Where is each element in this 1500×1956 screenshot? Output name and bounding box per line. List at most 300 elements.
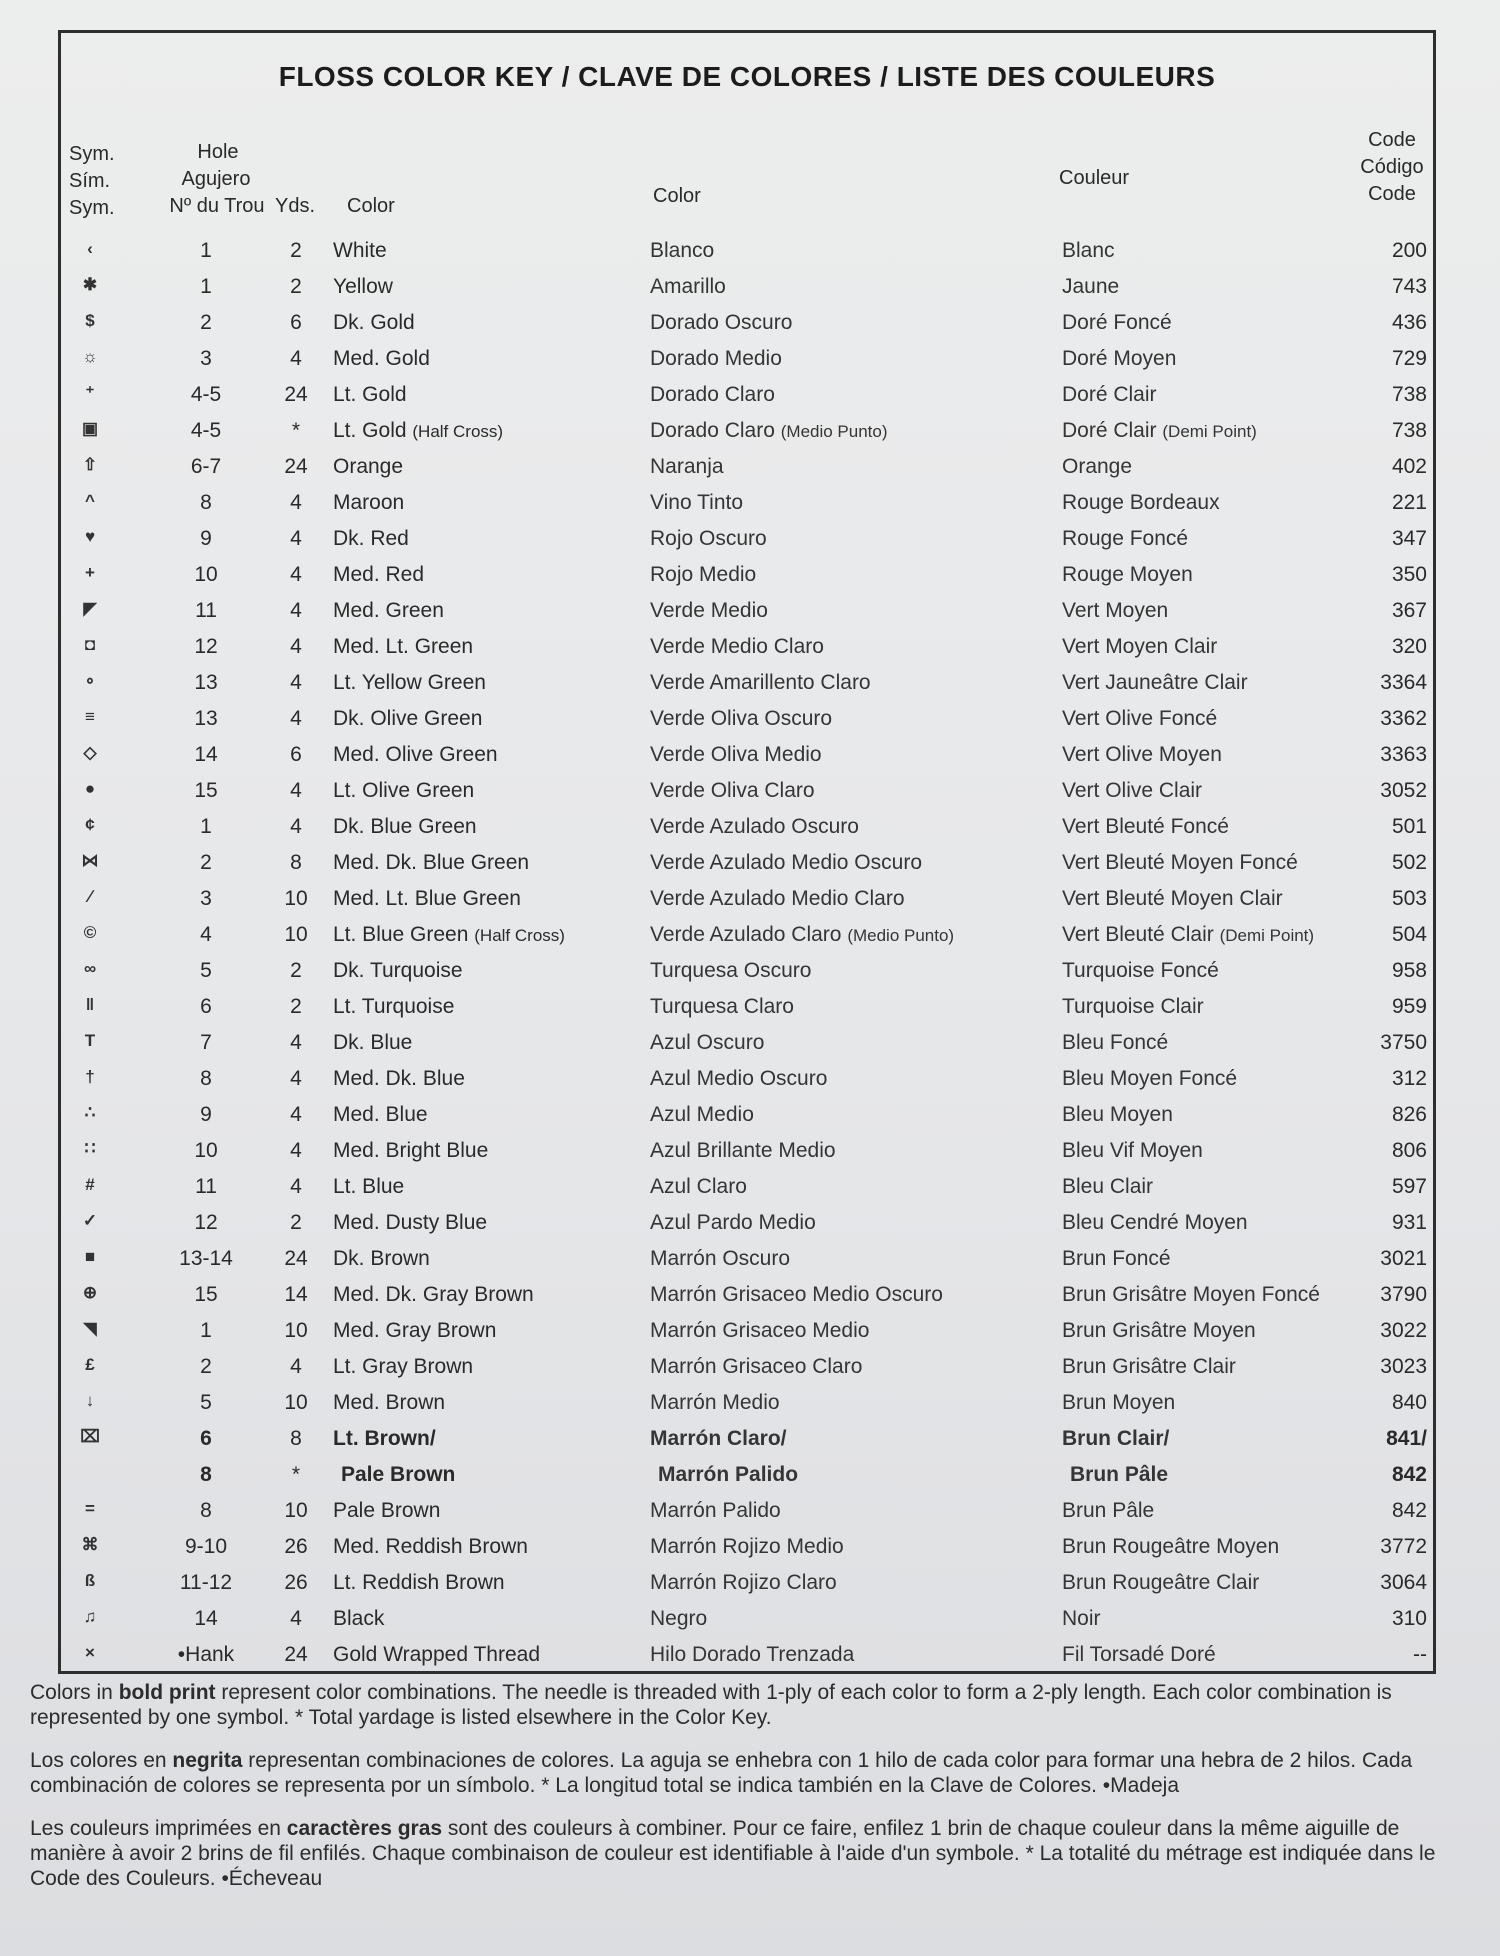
code-cell-text: 738 bbox=[1391, 419, 1427, 442]
symbol-cell bbox=[65, 1499, 115, 1519]
color-french-cell bbox=[1062, 419, 1257, 443]
hole-cell bbox=[151, 1139, 261, 1163]
color-english-cell bbox=[333, 563, 424, 587]
code-cell bbox=[1351, 995, 1427, 1019]
code-cell bbox=[1351, 923, 1427, 947]
color-spanish-cell bbox=[650, 1571, 837, 1595]
table-header bbox=[61, 123, 1433, 243]
color-french-cell bbox=[1062, 1103, 1173, 1127]
symbol-cell-text: ∴ bbox=[84, 1103, 96, 1122]
color-french-cell-text: Bleu Moyen Foncé bbox=[1062, 1067, 1238, 1090]
code-cell bbox=[1351, 1283, 1427, 1307]
color-french-cell-text: Orange bbox=[1062, 455, 1133, 478]
hole-cell bbox=[151, 311, 261, 335]
hole-cell bbox=[151, 959, 261, 983]
hole-cell-text: 8 bbox=[200, 1463, 212, 1486]
color-english-cell-text: Lt. Gold bbox=[333, 419, 407, 442]
color-french-cell-text: Bleu Cendré Moyen bbox=[1062, 1211, 1248, 1234]
hole-cell bbox=[151, 707, 261, 731]
color-spanish-cell-note: (Medio Punto) bbox=[847, 926, 955, 945]
table-row bbox=[61, 1277, 1433, 1313]
hole-cell-text: 13 bbox=[194, 671, 218, 694]
hole-cell bbox=[151, 1355, 261, 1379]
symbol-cell bbox=[65, 851, 115, 871]
color-french-cell bbox=[1062, 743, 1222, 767]
color-english-cell-text: Lt. Reddish Brown bbox=[333, 1571, 505, 1594]
color-english-cell-text: Orange bbox=[333, 455, 404, 478]
color-spanish-cell-text: Marrón Grisaceo Medio bbox=[650, 1319, 870, 1342]
table-row bbox=[61, 305, 1433, 341]
color-spanish-cell-text: Hilo Dorado Trenzada bbox=[650, 1643, 855, 1666]
hole-cell-text: 5 bbox=[200, 1391, 212, 1414]
yards-cell bbox=[261, 1067, 331, 1091]
code-cell bbox=[1351, 671, 1427, 695]
color-french-cell-text: Vert Moyen Clair bbox=[1062, 635, 1218, 658]
color-french-cell-text: Rouge Foncé bbox=[1062, 527, 1189, 550]
symbol-cell bbox=[65, 1535, 115, 1555]
yards-cell bbox=[261, 1283, 331, 1307]
color-french-cell-text: Brun Grisâtre Clair bbox=[1062, 1355, 1236, 1378]
hole-cell-text: 4 bbox=[200, 923, 212, 946]
code-cell-text: -- bbox=[1413, 1643, 1427, 1666]
hole-cell bbox=[151, 383, 261, 407]
symbol-cell bbox=[65, 1067, 115, 1087]
table-row bbox=[61, 1061, 1433, 1097]
color-french-cell-text: Bleu Clair bbox=[1062, 1175, 1154, 1198]
yards-cell bbox=[261, 1031, 331, 1055]
color-spanish-cell-note: (Medio Punto) bbox=[780, 422, 888, 441]
color-french-cell-text: Doré Clair bbox=[1062, 383, 1157, 406]
color-spanish-cell-text: Azul Medio Oscuro bbox=[650, 1067, 828, 1090]
code-cell bbox=[1351, 563, 1427, 587]
color-english-cell bbox=[333, 1535, 528, 1559]
hole-cell-text: 6 bbox=[200, 995, 212, 1018]
color-french-cell bbox=[1062, 275, 1119, 299]
color-english-cell bbox=[333, 275, 393, 299]
color-french-cell bbox=[1062, 347, 1176, 371]
hole-cell-text: 3 bbox=[200, 347, 212, 370]
symbol-cell-text: ‹ bbox=[87, 239, 93, 258]
color-spanish-cell bbox=[650, 1535, 844, 1559]
color-english-cell bbox=[333, 707, 482, 731]
code-cell bbox=[1351, 707, 1427, 731]
color-english-cell bbox=[333, 419, 503, 443]
color-french-cell bbox=[1062, 851, 1298, 875]
yards-cell-text: * bbox=[291, 1463, 301, 1486]
color-spanish-cell bbox=[650, 1247, 790, 1271]
color-english-cell bbox=[333, 1211, 487, 1235]
color-french-cell-note: (Demi Point) bbox=[1162, 422, 1257, 441]
color-spanish-cell-text: Dorado Medio bbox=[650, 347, 782, 370]
code-cell-text: 729 bbox=[1391, 347, 1427, 370]
table-row bbox=[61, 1241, 1433, 1277]
color-english-cell-text: Yellow bbox=[333, 275, 393, 298]
hole-cell-text: 9-10 bbox=[184, 1535, 228, 1558]
color-spanish-cell bbox=[650, 1175, 747, 1199]
table-row bbox=[61, 1313, 1433, 1349]
table-row bbox=[61, 341, 1433, 377]
color-french-cell-text: Vert Moyen bbox=[1062, 599, 1169, 622]
symbol-cell bbox=[65, 1103, 115, 1123]
color-english-cell bbox=[333, 1175, 404, 1199]
color-spanish-cell-text: Marrón Palido bbox=[650, 1499, 781, 1522]
color-english-cell-text: Med. Gray Brown bbox=[333, 1319, 497, 1342]
symbol-cell bbox=[65, 1031, 115, 1051]
color-english-cell bbox=[333, 347, 430, 371]
table-row bbox=[61, 1349, 1433, 1385]
yards-cell bbox=[261, 707, 331, 731]
color-english-cell-text: Med. Red bbox=[333, 563, 425, 586]
page-title: FLOSS COLOR KEY / CLAVE DE COLORES / LISTE DES COULEURS bbox=[278, 61, 1216, 92]
color-spanish-cell-text: Negro bbox=[650, 1607, 708, 1630]
color-spanish-cell bbox=[650, 1283, 943, 1307]
color-english-cell bbox=[333, 1139, 488, 1163]
symbol-cell-text: ∞ bbox=[83, 959, 97, 978]
color-french-cell bbox=[1062, 815, 1229, 839]
header-hole-es: Agujero bbox=[181, 168, 251, 190]
code-cell bbox=[1351, 311, 1427, 335]
table-row bbox=[61, 809, 1433, 845]
code-cell bbox=[1351, 1571, 1427, 1595]
symbol-cell bbox=[65, 239, 115, 259]
color-spanish-cell-text: Verde Azulado Claro bbox=[650, 923, 842, 946]
symbol-cell-text: + bbox=[85, 563, 95, 582]
hole-cell bbox=[151, 599, 261, 623]
hole-cell bbox=[151, 1643, 261, 1667]
yards-cell bbox=[261, 599, 331, 623]
yards-cell-text: 26 bbox=[284, 1535, 308, 1558]
yards-cell-text: 24 bbox=[284, 455, 308, 478]
table-row bbox=[61, 881, 1433, 917]
code-cell bbox=[1351, 1463, 1427, 1487]
color-english-cell bbox=[341, 1463, 455, 1487]
hole-cell bbox=[151, 1391, 261, 1415]
color-french-cell bbox=[1062, 1319, 1256, 1343]
color-spanish-cell-text: Verde Oliva Claro bbox=[650, 779, 815, 802]
code-cell bbox=[1351, 419, 1427, 443]
yards-cell-text: 4 bbox=[290, 1031, 302, 1054]
header-color-en: Color bbox=[347, 195, 395, 217]
hole-cell bbox=[151, 1319, 261, 1343]
color-french-cell bbox=[1062, 491, 1220, 515]
code-cell-text: 350 bbox=[1391, 563, 1427, 586]
code-cell-text: 3064 bbox=[1380, 1571, 1427, 1594]
color-spanish-cell-text: Verde Medio Claro bbox=[650, 635, 824, 658]
symbol-cell-text: ✱ bbox=[82, 275, 98, 294]
yards-cell-text: 4 bbox=[290, 1067, 302, 1090]
symbol-cell bbox=[65, 923, 115, 943]
symbol-cell bbox=[65, 491, 115, 511]
symbol-cell bbox=[65, 815, 115, 835]
yards-cell-text: 2 bbox=[290, 959, 302, 982]
symbol-cell bbox=[65, 1355, 115, 1375]
yards-cell bbox=[261, 887, 331, 911]
hole-cell bbox=[151, 1535, 261, 1559]
color-english-cell bbox=[333, 1355, 473, 1379]
code-cell bbox=[1351, 1535, 1427, 1559]
hole-cell-text: •Hank bbox=[177, 1643, 235, 1666]
symbol-cell-text: ⋈ bbox=[81, 851, 99, 870]
yards-cell bbox=[261, 995, 331, 1019]
hole-cell bbox=[151, 1499, 261, 1523]
code-cell bbox=[1351, 1643, 1427, 1667]
color-english-cell-text: White bbox=[333, 239, 387, 262]
color-english-cell-text: Med. Gold bbox=[333, 347, 430, 370]
symbol-cell bbox=[65, 707, 115, 727]
color-spanish-cell-text: Verde Oliva Oscuro bbox=[650, 707, 833, 730]
yards-cell bbox=[261, 1391, 331, 1415]
hole-cell bbox=[151, 671, 261, 695]
symbol-cell-text: ☼ bbox=[82, 347, 98, 366]
code-cell-text: 503 bbox=[1391, 887, 1427, 910]
code-cell bbox=[1351, 599, 1427, 623]
symbol-cell bbox=[65, 1175, 115, 1195]
color-english-cell-text: Pale Brown bbox=[333, 1499, 441, 1522]
color-english-cell-text: Lt. Turquoise bbox=[333, 995, 455, 1018]
color-french-cell-text: Bleu Foncé bbox=[1062, 1031, 1169, 1054]
code-cell-text: 826 bbox=[1391, 1103, 1427, 1126]
color-french-cell bbox=[1062, 599, 1168, 623]
symbol-cell-text: ↓ bbox=[85, 1391, 95, 1410]
code-cell bbox=[1351, 1355, 1427, 1379]
color-spanish-cell bbox=[650, 239, 714, 263]
symbol-cell-text: † bbox=[85, 1067, 95, 1086]
hole-cell bbox=[151, 1103, 261, 1127]
symbol-cell-text: ⇧ bbox=[82, 455, 98, 474]
table-row bbox=[61, 485, 1433, 521]
table-row bbox=[61, 917, 1433, 953]
color-spanish-cell-text: Azul Pardo Medio bbox=[650, 1211, 816, 1234]
table-row bbox=[61, 845, 1433, 881]
color-english-cell-text: Med. Lt. Blue Green bbox=[333, 887, 521, 910]
color-spanish-cell bbox=[650, 455, 724, 479]
yards-cell bbox=[261, 527, 331, 551]
yards-cell-text: 4 bbox=[290, 527, 302, 550]
color-spanish-cell-text: Rojo Medio bbox=[650, 563, 757, 586]
hole-cell bbox=[151, 851, 261, 875]
color-french-cell-text: Vert Olive Moyen bbox=[1062, 743, 1222, 766]
symbol-cell-text: ◤ bbox=[83, 599, 97, 618]
color-spanish-cell-text: Marrón Palido bbox=[658, 1463, 799, 1486]
yards-cell-text: 4 bbox=[290, 1607, 302, 1630]
hole-cell-text: 15 bbox=[194, 779, 218, 802]
symbol-cell-text: ⌘ bbox=[81, 1535, 99, 1554]
color-spanish-cell bbox=[650, 1031, 764, 1055]
symbol-cell bbox=[65, 1391, 115, 1411]
symbol-cell bbox=[65, 1571, 115, 1591]
symbol-cell-text: ¢ bbox=[85, 815, 95, 834]
code-cell bbox=[1351, 1211, 1427, 1235]
yards-cell-text: 4 bbox=[290, 1355, 302, 1378]
symbol-cell-text: £ bbox=[85, 1355, 95, 1374]
yards-cell bbox=[261, 1427, 331, 1451]
color-french-cell bbox=[1062, 1067, 1237, 1091]
color-english-cell-text: Med. Dk. Gray Brown bbox=[333, 1283, 534, 1306]
hole-cell bbox=[151, 815, 261, 839]
code-cell-text: 367 bbox=[1391, 599, 1427, 622]
table-row bbox=[61, 557, 1433, 593]
code-cell-text: 931 bbox=[1391, 1211, 1427, 1234]
color-spanish-cell bbox=[650, 599, 768, 623]
color-english-cell bbox=[333, 1643, 540, 1667]
color-spanish-cell bbox=[650, 311, 792, 335]
code-cell bbox=[1351, 455, 1427, 479]
color-french-cell-text: Vert Bleuté Clair bbox=[1062, 923, 1214, 946]
symbol-cell bbox=[65, 635, 115, 655]
color-french-cell bbox=[1062, 527, 1188, 551]
color-french-cell-text: Jaune bbox=[1062, 275, 1120, 298]
hole-cell bbox=[151, 275, 261, 299]
table-row bbox=[61, 1385, 1433, 1421]
yards-cell-text: 8 bbox=[290, 851, 302, 874]
hole-cell-text: 1 bbox=[200, 239, 212, 262]
hole-cell bbox=[151, 455, 261, 479]
color-spanish-cell bbox=[650, 1643, 854, 1667]
hole-cell-text: 11-12 bbox=[179, 1571, 233, 1594]
color-spanish-cell-text: Dorado Oscuro bbox=[650, 311, 793, 334]
color-english-cell bbox=[333, 1067, 465, 1091]
color-spanish-cell bbox=[650, 527, 767, 551]
color-french-cell-text: Noir bbox=[1062, 1607, 1101, 1630]
hole-cell-text: 2 bbox=[200, 1355, 212, 1378]
code-cell-text: 502 bbox=[1391, 851, 1427, 874]
color-spanish-cell-text: Vino Tinto bbox=[650, 491, 744, 514]
yards-cell-text: 10 bbox=[284, 1499, 308, 1522]
hole-cell bbox=[151, 635, 261, 659]
header-code-en: Code bbox=[1368, 129, 1416, 151]
code-cell-text: 347 bbox=[1391, 527, 1427, 550]
code-cell-text: 738 bbox=[1391, 383, 1427, 406]
color-french-cell-text: Vert Olive Clair bbox=[1062, 779, 1203, 802]
code-cell-text: 3363 bbox=[1380, 743, 1427, 766]
color-french-cell bbox=[1062, 1535, 1279, 1559]
color-french-cell bbox=[1062, 1607, 1101, 1631]
color-english-cell-text: Lt. Gold bbox=[333, 383, 407, 406]
color-english-cell-text: Gold Wrapped Thread bbox=[333, 1643, 541, 1666]
table-row bbox=[61, 773, 1433, 809]
hole-cell bbox=[151, 1067, 261, 1091]
color-english-cell-text: Med. Bright Blue bbox=[333, 1139, 489, 1162]
color-french-cell bbox=[1062, 455, 1132, 479]
yards-cell-text: 4 bbox=[290, 599, 302, 622]
code-cell-text: 959 bbox=[1391, 995, 1427, 1018]
code-cell-text: 200 bbox=[1391, 239, 1427, 262]
color-french-cell bbox=[1062, 1643, 1216, 1667]
code-cell bbox=[1351, 1391, 1427, 1415]
symbol-cell-text: $ bbox=[85, 311, 95, 330]
yards-cell-text: 4 bbox=[290, 1139, 302, 1162]
code-cell-text: 436 bbox=[1391, 311, 1427, 334]
hole-cell bbox=[151, 1247, 261, 1271]
code-cell-text: 501 bbox=[1391, 815, 1427, 838]
color-spanish-cell bbox=[650, 1139, 836, 1163]
hole-cell-text: 2 bbox=[200, 311, 212, 334]
color-english-cell bbox=[333, 1031, 412, 1055]
table-row bbox=[61, 593, 1433, 629]
color-french-cell-text: Brun Clair/ bbox=[1062, 1427, 1170, 1450]
color-spanish-cell-text: Dorado Claro bbox=[650, 383, 775, 406]
symbol-cell-text: ▣ bbox=[81, 419, 99, 438]
color-english-cell bbox=[333, 995, 454, 1019]
symbol-cell bbox=[65, 455, 115, 475]
code-cell bbox=[1351, 1031, 1427, 1055]
code-cell-text: 3022 bbox=[1380, 1319, 1427, 1342]
symbol-cell bbox=[65, 563, 115, 583]
hole-cell-text: 1 bbox=[200, 1319, 212, 1342]
hole-cell bbox=[151, 887, 261, 911]
code-cell-text: 3362 bbox=[1380, 707, 1427, 730]
hole-cell bbox=[151, 1607, 261, 1631]
symbol-cell-text: ^ bbox=[85, 491, 95, 510]
table-row bbox=[61, 1493, 1433, 1529]
yards-cell-text: 4 bbox=[290, 815, 302, 838]
symbol-cell-text: ∷ bbox=[84, 1139, 96, 1158]
table-row bbox=[61, 1529, 1433, 1565]
color-french-cell-text: Brun Moyen bbox=[1062, 1391, 1176, 1414]
symbol-cell-text: T bbox=[84, 1031, 96, 1050]
color-french-cell bbox=[1062, 239, 1115, 263]
color-spanish-cell bbox=[650, 563, 756, 587]
symbol-cell-text: ♫ bbox=[83, 1607, 97, 1626]
hole-cell-text: 14 bbox=[194, 743, 218, 766]
table-row bbox=[61, 1421, 1433, 1457]
color-english-cell bbox=[333, 1427, 436, 1451]
table-row bbox=[61, 269, 1433, 305]
code-cell bbox=[1351, 1427, 1427, 1451]
yards-cell-text: 10 bbox=[284, 887, 308, 910]
symbol-cell bbox=[65, 1247, 115, 1267]
color-french-cell bbox=[1062, 311, 1172, 335]
yards-cell bbox=[261, 311, 331, 335]
yards-cell-text: 24 bbox=[284, 383, 308, 406]
table-row bbox=[61, 989, 1433, 1025]
symbol-cell-text: ◥ bbox=[83, 1319, 97, 1338]
table-row bbox=[61, 1169, 1433, 1205]
code-cell bbox=[1351, 491, 1427, 515]
table-row bbox=[61, 1097, 1433, 1133]
hole-cell-text: 9 bbox=[200, 1103, 212, 1126]
color-french-cell bbox=[1062, 635, 1217, 659]
yards-cell-text: 4 bbox=[290, 671, 302, 694]
color-spanish-cell bbox=[650, 1211, 816, 1235]
color-english-cell bbox=[333, 1103, 428, 1127]
color-spanish-cell bbox=[650, 491, 743, 515]
code-cell-text: 320 bbox=[1391, 635, 1427, 658]
symbol-cell-text: © bbox=[83, 923, 97, 942]
yards-cell-text: 4 bbox=[290, 635, 302, 658]
code-cell bbox=[1351, 527, 1427, 551]
yards-cell-text: 10 bbox=[284, 1319, 308, 1342]
yards-cell bbox=[261, 491, 331, 515]
color-key-table bbox=[58, 30, 1436, 1674]
color-english-cell bbox=[333, 959, 463, 983]
color-french-cell bbox=[1062, 1283, 1320, 1307]
yards-cell bbox=[261, 455, 331, 479]
hole-cell bbox=[151, 563, 261, 587]
color-spanish-cell-text: Verde Amarillento Claro bbox=[650, 671, 871, 694]
color-english-cell-text: Pale Brown bbox=[341, 1463, 456, 1486]
code-cell bbox=[1351, 1319, 1427, 1343]
header-sym-fr: Sym. bbox=[69, 197, 115, 219]
table-row bbox=[61, 377, 1433, 413]
color-spanish-cell bbox=[650, 1607, 707, 1631]
code-cell-text: 504 bbox=[1391, 923, 1427, 946]
code-cell bbox=[1351, 815, 1427, 839]
yards-cell bbox=[261, 1175, 331, 1199]
code-cell bbox=[1351, 1607, 1427, 1631]
hole-cell-text: 1 bbox=[200, 815, 212, 838]
hole-cell bbox=[151, 779, 261, 803]
